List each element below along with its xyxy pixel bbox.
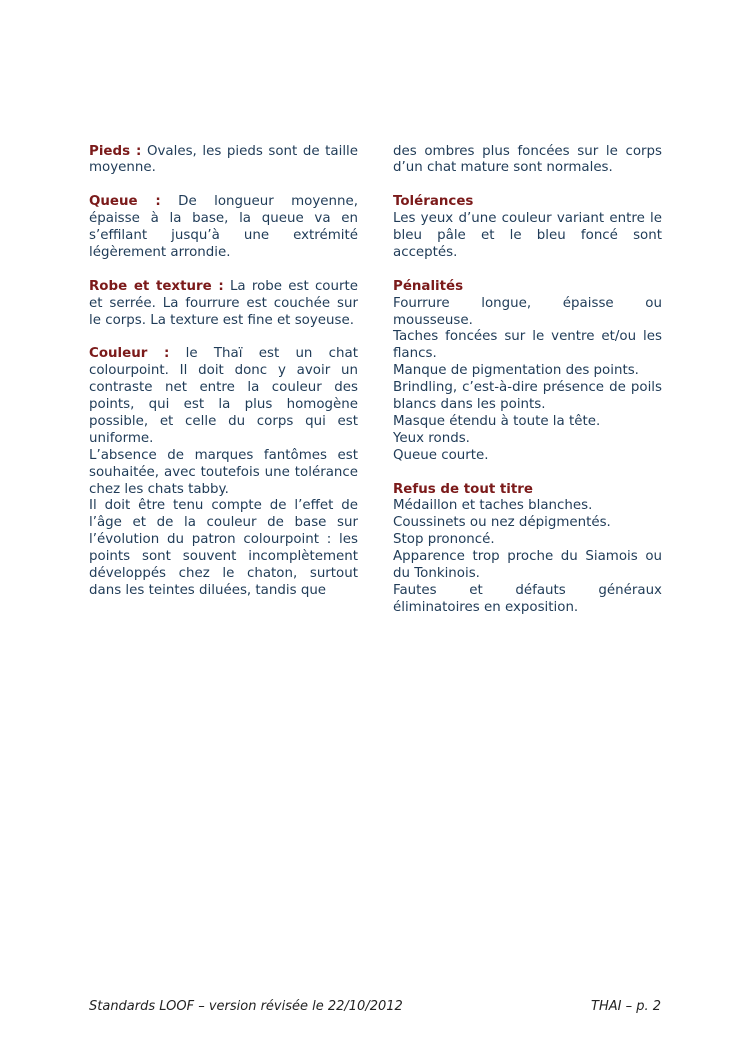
robe-text: La robe est courte et serrée. La fourrure est couchée sur le corps. La texture est fine et soyeuse. [89, 278, 358, 328]
couleur-label: Couleur : [89, 346, 170, 362]
list-item: Fourrure longue, épaisse ou mousseuse. [393, 295, 662, 328]
pieds-label: Pieds : [89, 143, 142, 159]
left-column [89, 144, 358, 600]
section-queue [89, 194, 358, 262]
footer-source: Standards LOOF – version révisée le 22/10/2012 [89, 999, 403, 1014]
right-column [393, 144, 662, 617]
robe-label: Robe et texture : [89, 278, 224, 294]
list-item: Coussinets ou nez dépigmentés. [393, 515, 611, 531]
list-item: Masque étendu à toute la tête. [393, 413, 601, 429]
couleur-text: le Thaï est un chat colourpoint. Il doit donc y avoir un contraste net entre la couleur des points, qui est la plus homogène possible, et celle du corps qui est uniforme. [89, 346, 358, 446]
list-item: Manque de pigmentation des points. [393, 363, 639, 379]
tolerances-text: Les yeux d’une couleur variant entre le bleu pâle et le bleu foncé sont acceptés. [393, 211, 662, 260]
queue-label: Queue : [89, 194, 161, 210]
list-item: Yeux ronds. [393, 430, 470, 446]
list-item: Taches foncées sur le ventre et/ou les flancs. [393, 329, 662, 362]
couleur-paragraph-3: Il doit être tenu compte de l’effet de l’âge et de la couleur de base sur l’évolution du patron colourpoint : les points sont souvent incomplètement développés chez le chaton, surtout dans les teintes diluées, tandis que [89, 498, 358, 599]
refus-heading: Refus de tout titre [393, 481, 533, 497]
section-couleur [89, 346, 358, 447]
section-pieds [89, 144, 358, 178]
section-robe [89, 279, 358, 330]
penalites-heading: Pénalités [393, 278, 464, 294]
queue-text: De longueur moyenne, épaisse à la base, la queue va en s’effilant jusqu’à une extrémité légèrement arrondie. [89, 194, 358, 260]
pieds-text: Ovales, les pieds sont de taille moyenne. [89, 143, 359, 176]
list-item: Stop prononcé. [393, 532, 495, 548]
couleur-paragraph-2: L’absence de marques fantômes est souhaitée, avec toutefois une tolérance chez les chats tabby. [89, 447, 358, 497]
list-item: Fautes et défauts généraux éliminatoires en exposition. [393, 583, 662, 615]
footer-page-number: THAI – p. 2 [591, 999, 661, 1014]
list-item: Brindling, c’est-à-dire présence de poils blancs dans les points. [393, 380, 662, 413]
list-item: Médaillon et taches blanches. [393, 498, 593, 514]
tolerances-heading: Tolérances [393, 194, 474, 210]
list-item: Queue courte. [393, 447, 489, 463]
list-item: Apparence trop proche du Siamois ou du Tonkinois. [393, 549, 662, 582]
couleur-continuation: des ombres plus foncées sur le corps d’un chat mature sont normales. [393, 143, 662, 176]
